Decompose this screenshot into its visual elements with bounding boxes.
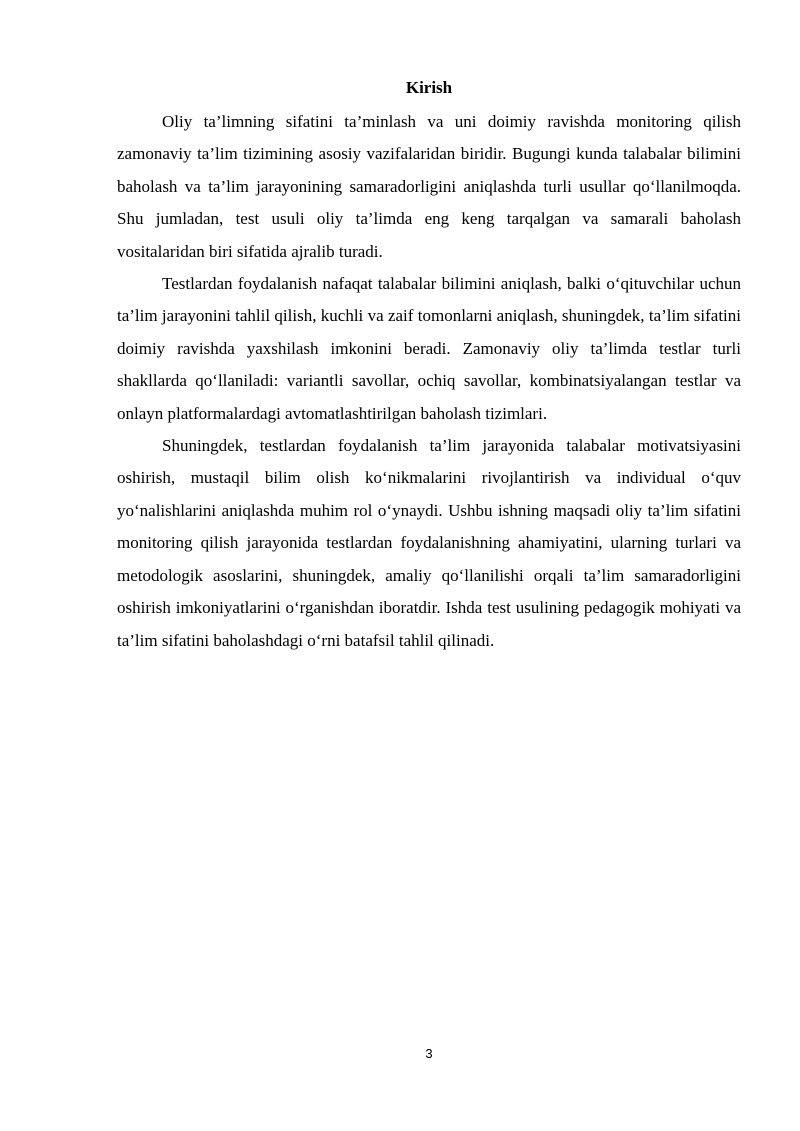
body-text <box>117 106 741 657</box>
paragraph-1: Oliy ta’limning sifatini ta’minlash va uni doimiy ravishda monitoring qilish zamonaviy ta’lim tizimining asosiy vazifalaridan biridir. Bugungi kunda talabalar bilimini baholash va ta’lim jarayonining samaradorligini aniqlashda turli usullar qo‘llanilmoqda. Shu jumladan, test usuli oliy ta’limda eng keng tarqalgan va samarali baholash vositalaridan biri sifatida ajralib turadi. <box>117 112 741 261</box>
page-number: 3 <box>425 1046 433 1061</box>
section-title: Kirish <box>405 78 453 97</box>
paragraph-3: Shuningdek, testlardan foydalanish ta’lim jarayonida talabalar motivatsiyasini oshirish, mustaqil bilim olish ko‘nikmalarini rivojlantirish va individual o‘quv yo‘nalishlarini aniqlashda muhim rol o‘ynaydi. Ushbu ishning maqsadi oliy ta’lim sifatini monitoring qilish jarayonida testlardan foydalanishning ahamiyatini, ularning turlari va metodologik asoslarini, shuningdek, amaliy qo‘llanilishi orqali ta’lim samaradorligini oshirish imkoniyatlarini o‘rganishdan iboratdir. Ishda test usulining pedagogik mohiyati va ta’lim sifatini baholashdagi o‘rni batafsil tahlil qilinadi. <box>117 436 741 650</box>
paragraph-2: Testlardan foydalanish nafaqat talabalar bilimini aniqlash, balki o‘qituvchilar uchun ta’lim jarayonini tahlil qilish, kuchli va zaif tomonlarni aniqlash, shuningdek, ta’lim sifatini doimiy ravishda yaxshilash imkonini beradi. Zamonaviy oliy ta’limda testlar turli shakllarda qo‘llaniladi: variantli savollar, ochiq savollar, kombinatsiyalangan testlar va onlayn platformalardagi avtomatlashtirilgan baholash tizimlari. <box>117 274 741 423</box>
